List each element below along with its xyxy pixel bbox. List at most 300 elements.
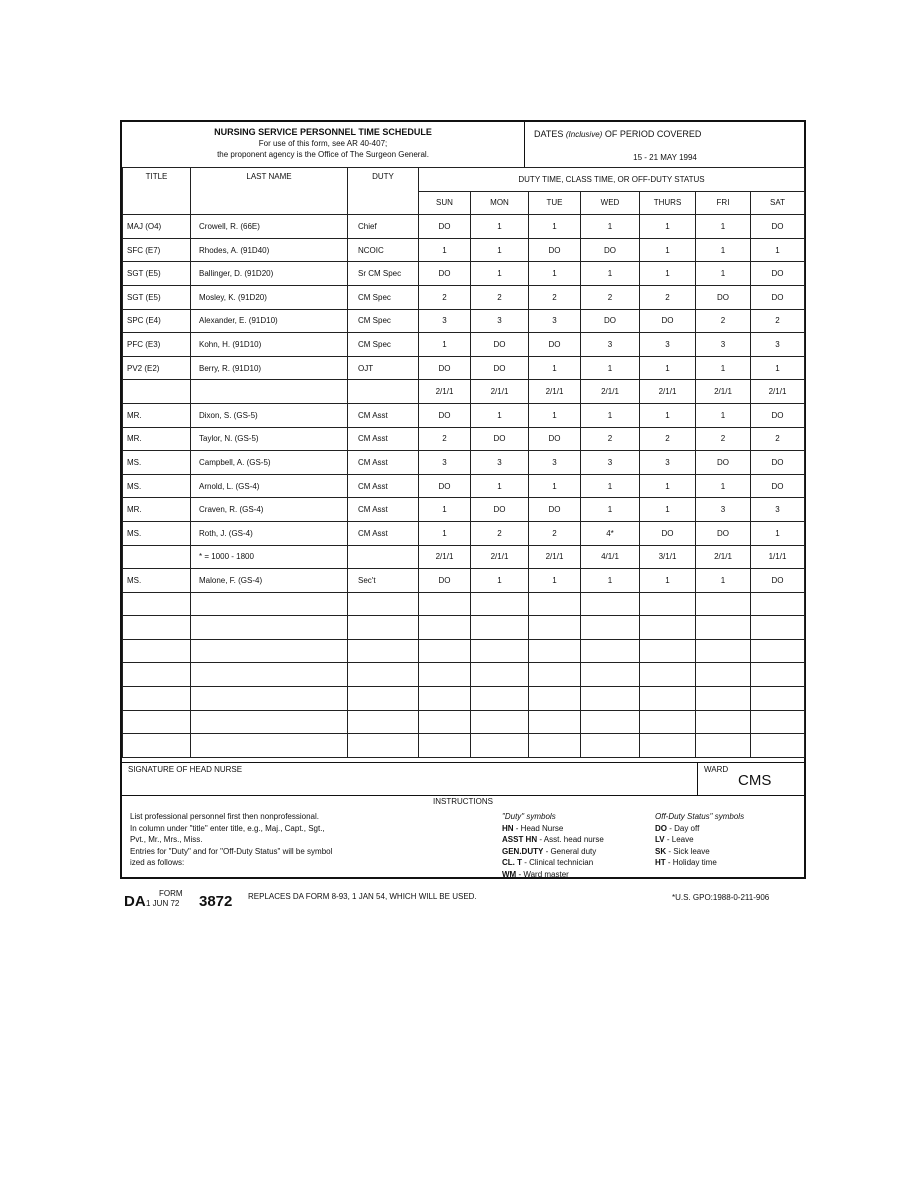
status-cell[interactable]: 2 — [751, 427, 805, 451]
title-cell[interactable] — [123, 710, 191, 734]
schedule-table — [122, 167, 805, 758]
status-cell[interactable] — [581, 734, 640, 758]
duty-symbol-item: HN - Head Nurse — [502, 823, 564, 833]
status-cell[interactable] — [419, 663, 471, 687]
last-name-cell[interactable]: Campbell, A. (GS-5) — [191, 451, 348, 475]
status-cell[interactable]: 1 — [751, 356, 805, 380]
status-cell[interactable]: DO — [696, 451, 751, 475]
status-cell[interactable]: 2 — [529, 521, 581, 545]
last-name-cell[interactable]: Roth, J. (GS-4) — [191, 521, 348, 545]
status-cell[interactable]: 2/1/1 — [471, 545, 529, 569]
duty-cell[interactable]: CM Asst — [348, 521, 419, 545]
last-name-cell[interactable]: Alexander, E. (91D10) — [191, 309, 348, 333]
status-cell[interactable]: 1/1/1 — [751, 545, 805, 569]
duty-cell[interactable] — [348, 639, 419, 663]
status-cell[interactable]: 3 — [640, 333, 696, 357]
title-cell[interactable] — [123, 663, 191, 687]
status-cell[interactable]: 2/1/1 — [751, 380, 805, 404]
title-cell[interactable]: PV2 (E2) — [123, 356, 191, 380]
status-cell[interactable]: DO — [581, 309, 640, 333]
status-cell[interactable] — [581, 616, 640, 640]
status-cell[interactable]: 1 — [529, 262, 581, 286]
time-schedule-form — [120, 120, 806, 879]
col-last-name-header: LAST NAME — [191, 168, 348, 215]
status-cell[interactable]: 1 — [529, 569, 581, 593]
title-cell[interactable] — [123, 592, 191, 616]
duty-cell[interactable] — [348, 687, 419, 711]
status-cell[interactable]: 3/1/1 — [640, 545, 696, 569]
da-label: DA — [124, 893, 146, 910]
status-cell[interactable]: 3 — [419, 309, 471, 333]
status-cell[interactable]: 2 — [419, 285, 471, 309]
gpo-note: *U.S. GPO:1988-0-211-906 — [672, 893, 770, 902]
status-cell[interactable]: 3 — [751, 498, 805, 522]
status-cell[interactable]: 2 — [640, 427, 696, 451]
status-cell[interactable] — [419, 710, 471, 734]
off-symbol-item: SK - Sick leave — [655, 846, 710, 856]
status-cell[interactable] — [696, 592, 751, 616]
last-name-cell[interactable]: Dixon, S. (GS-5) — [191, 403, 348, 427]
form-number: 3872 — [199, 893, 233, 910]
status-cell[interactable] — [581, 592, 640, 616]
duty-symbol-item: CL. T - Clinical technician — [502, 858, 594, 867]
status-cell[interactable]: DO — [640, 521, 696, 545]
status-cell[interactable]: 1 — [696, 215, 751, 239]
symbol-desc: Day off — [674, 823, 700, 833]
status-cell[interactable] — [751, 734, 805, 758]
status-cell[interactable]: 1 — [696, 262, 751, 286]
status-cell[interactable]: DO — [471, 333, 529, 357]
ward-value[interactable]: CMS — [738, 772, 772, 789]
last-name-cell[interactable]: Craven, R. (GS-4) — [191, 498, 348, 522]
status-cell[interactable] — [419, 616, 471, 640]
status-cell[interactable] — [529, 616, 581, 640]
last-name-cell[interactable]: Arnold, L. (GS-4) — [191, 474, 348, 498]
status-cell[interactable]: 1 — [471, 262, 529, 286]
title-cell[interactable]: SPC (E4) — [123, 309, 191, 333]
title-cell[interactable]: MS. — [123, 474, 191, 498]
status-cell[interactable]: 1 — [581, 356, 640, 380]
status-cell[interactable] — [751, 592, 805, 616]
off-symbol-item: LV - Leave — [655, 835, 694, 844]
status-cell[interactable]: DO — [419, 356, 471, 380]
status-cell[interactable]: 3 — [696, 333, 751, 357]
symbol-code: HN — [502, 823, 514, 833]
status-cell[interactable] — [640, 734, 696, 758]
schedule-body — [123, 215, 805, 758]
status-cell[interactable]: DO — [529, 333, 581, 357]
symbol-desc: Leave — [671, 835, 694, 844]
status-cell[interactable]: 1 — [640, 498, 696, 522]
status-cell[interactable]: DO — [751, 215, 805, 239]
title-cell[interactable]: MAJ (O4) — [123, 215, 191, 239]
status-cell[interactable]: 1 — [640, 238, 696, 262]
status-cell[interactable] — [696, 687, 751, 711]
table-row — [123, 215, 805, 239]
table-row — [123, 309, 805, 333]
last-name-cell[interactable] — [191, 639, 348, 663]
status-cell[interactable] — [751, 639, 805, 663]
status-cell[interactable] — [529, 592, 581, 616]
duty-cell[interactable] — [348, 592, 419, 616]
title-cell[interactable]: SFC (E7) — [123, 238, 191, 262]
status-cell[interactable]: 1 — [751, 521, 805, 545]
status-cell[interactable]: DO — [581, 238, 640, 262]
status-cell[interactable]: 1 — [419, 333, 471, 357]
symbol-desc: Holiday time — [672, 858, 717, 867]
duty-cell[interactable]: CM Asst — [348, 498, 419, 522]
form-date: 1 JUN 72 — [146, 899, 180, 908]
duty-cell[interactable]: NCOIC — [348, 238, 419, 262]
status-cell[interactable]: 2 — [581, 427, 640, 451]
form-footer — [124, 889, 784, 913]
status-cell[interactable]: 1 — [696, 403, 751, 427]
status-cell[interactable] — [581, 710, 640, 734]
duty-cell[interactable]: CM Spec — [348, 309, 419, 333]
title-cell[interactable]: MS. — [123, 569, 191, 593]
status-cell[interactable] — [471, 734, 529, 758]
status-cell[interactable]: 3 — [471, 451, 529, 475]
status-cell[interactable]: 1 — [696, 569, 751, 593]
status-cell[interactable] — [581, 687, 640, 711]
duty-cell[interactable] — [348, 616, 419, 640]
last-name-cell[interactable]: Taylor, N. (GS-5) — [191, 427, 348, 451]
last-name-cell[interactable] — [191, 687, 348, 711]
status-cell[interactable]: 1 — [471, 215, 529, 239]
status-cell[interactable]: DO — [529, 238, 581, 262]
status-cell[interactable]: 1 — [529, 356, 581, 380]
status-cell[interactable]: DO — [471, 427, 529, 451]
status-cell[interactable] — [751, 710, 805, 734]
status-cell[interactable]: DO — [471, 356, 529, 380]
status-cell[interactable] — [529, 687, 581, 711]
duty-cell[interactable] — [348, 663, 419, 687]
title-cell[interactable]: MR. — [123, 427, 191, 451]
status-cell[interactable]: DO — [419, 262, 471, 286]
status-cell[interactable]: 1 — [640, 356, 696, 380]
status-cell[interactable] — [471, 639, 529, 663]
title-cell[interactable]: MS. — [123, 521, 191, 545]
status-cell[interactable]: 2 — [419, 427, 471, 451]
dates-label-inclusive: (Inclusive) — [565, 130, 603, 139]
last-name-cell[interactable] — [191, 380, 348, 404]
status-cell[interactable]: 2 — [529, 285, 581, 309]
title-cell[interactable]: SGT (E5) — [123, 285, 191, 309]
instruction-line: ized as follows: — [130, 858, 185, 867]
status-cell[interactable]: 1 — [640, 262, 696, 286]
symbol-desc: Asst. head nurse — [543, 835, 604, 844]
status-cell[interactable]: 3 — [581, 333, 640, 357]
status-cell[interactable] — [696, 710, 751, 734]
title-cell[interactable]: SGT (E5) — [123, 262, 191, 286]
status-cell[interactable] — [640, 592, 696, 616]
instruction-line: In column under "title" enter title, e.g., Maj., Capt., Sgt., — [130, 823, 325, 833]
status-cell[interactable]: 1 — [581, 262, 640, 286]
duty-cell[interactable] — [348, 710, 419, 734]
title-cell[interactable]: MR. — [123, 403, 191, 427]
day-header-sat: SAT — [751, 191, 805, 215]
status-cell[interactable]: 1 — [581, 498, 640, 522]
form-subtitle-1: For use of this form, see AR 40-407; — [258, 139, 388, 148]
instructions-block — [122, 795, 804, 877]
status-cell[interactable] — [581, 663, 640, 687]
table-row — [123, 333, 805, 357]
duty-cell[interactable]: CM Spec — [348, 285, 419, 309]
symbol-desc: General duty — [550, 846, 597, 856]
table-row — [123, 663, 805, 687]
status-cell[interactable] — [751, 616, 805, 640]
status-cell[interactable]: 2/1/1 — [471, 380, 529, 404]
table-row — [123, 616, 805, 640]
status-cell[interactable] — [529, 710, 581, 734]
status-cell[interactable]: 1 — [696, 238, 751, 262]
table-row — [123, 569, 805, 593]
status-cell[interactable] — [419, 734, 471, 758]
duty-cell[interactable]: Sr CM Spec — [348, 262, 419, 286]
symbol-desc: Sick leave — [673, 846, 710, 856]
symbol-code: ASST HN — [502, 835, 538, 844]
status-cell[interactable] — [529, 663, 581, 687]
table-row — [123, 545, 805, 569]
status-cell[interactable] — [471, 663, 529, 687]
status-cell[interactable]: 4* — [581, 521, 640, 545]
status-cell[interactable]: 2/1/1 — [529, 545, 581, 569]
replaces-note: REPLACES DA FORM 8-93, 1 JAN 54, WHICH WILL BE USED. — [248, 892, 477, 901]
status-cell[interactable] — [529, 639, 581, 663]
status-cell[interactable]: 3 — [471, 309, 529, 333]
status-cell[interactable]: 3 — [696, 498, 751, 522]
status-cell[interactable]: DO — [529, 498, 581, 522]
status-cell[interactable]: DO — [696, 285, 751, 309]
last-name-cell[interactable]: Rhodes, A. (91D40) — [191, 238, 348, 262]
status-cell[interactable]: 3 — [581, 451, 640, 475]
last-name-cell[interactable]: Crowell, R. (66E) — [191, 215, 348, 239]
status-cell[interactable] — [471, 710, 529, 734]
title-cell[interactable]: MS. — [123, 451, 191, 475]
status-cell[interactable]: 1 — [529, 215, 581, 239]
status-cell[interactable] — [640, 639, 696, 663]
duty-symbol-item: GEN.DUTY - General duty — [502, 846, 597, 856]
instructions-title: INSTRUCTIONS — [433, 797, 493, 806]
status-cell[interactable]: 2/1/1 — [696, 545, 751, 569]
status-cell[interactable]: 1 — [640, 215, 696, 239]
status-cell[interactable]: 3 — [751, 333, 805, 357]
last-name-cell[interactable] — [191, 616, 348, 640]
form-title-block — [122, 122, 525, 167]
day-header-tue: TUE — [529, 191, 581, 215]
status-cell[interactable]: DO — [751, 403, 805, 427]
table-row — [123, 427, 805, 451]
last-name-cell[interactable]: Ballinger, D. (91D20) — [191, 262, 348, 286]
status-cell[interactable]: 1 — [581, 215, 640, 239]
status-cell[interactable]: DO — [471, 498, 529, 522]
status-cell[interactable]: 2 — [751, 309, 805, 333]
dates-label-c: OF PERIOD COVERED — [604, 129, 702, 139]
duty-cell[interactable] — [348, 380, 419, 404]
table-row — [123, 262, 805, 286]
status-cell[interactable]: 1 — [581, 474, 640, 498]
col-duty-header: DUTY — [348, 168, 419, 215]
status-cell[interactable] — [696, 616, 751, 640]
table-row — [123, 592, 805, 616]
status-cell[interactable]: 2/1/1 — [419, 380, 471, 404]
table-row — [123, 451, 805, 475]
status-cell[interactable] — [419, 592, 471, 616]
status-cell[interactable]: 2 — [581, 285, 640, 309]
status-cell[interactable]: 3 — [529, 451, 581, 475]
status-cell[interactable]: 2 — [696, 427, 751, 451]
title-cell[interactable]: MR. — [123, 498, 191, 522]
status-cell[interactable]: 2 — [471, 521, 529, 545]
title-cell[interactable] — [123, 687, 191, 711]
last-name-cell[interactable] — [191, 734, 348, 758]
status-cell[interactable] — [419, 687, 471, 711]
duty-cell[interactable]: CM Spec — [348, 333, 419, 357]
off-symbol-item: DO - Day off — [655, 823, 700, 833]
day-header-sun: SUN — [419, 191, 471, 215]
status-cell[interactable]: 1 — [640, 569, 696, 593]
symbol-code: DO — [655, 823, 667, 833]
duty-cell[interactable] — [348, 734, 419, 758]
table-row — [123, 734, 805, 758]
off-symbol-item: HT - Holiday time — [655, 858, 717, 867]
status-cell[interactable]: DO — [640, 309, 696, 333]
status-cell[interactable]: DO — [751, 474, 805, 498]
symbol-code: LV — [655, 835, 665, 844]
last-name-cell[interactable] — [191, 663, 348, 687]
status-cell[interactable]: 1 — [471, 238, 529, 262]
status-cell[interactable]: 2 — [696, 309, 751, 333]
last-name-cell[interactable]: Mosley, K. (91D20) — [191, 285, 348, 309]
status-cell[interactable]: 1 — [640, 403, 696, 427]
status-cell[interactable]: DO — [751, 569, 805, 593]
instruction-line: Pvt., Mr., Mrs., Miss. — [130, 835, 203, 844]
duty-cell[interactable]: OJT — [348, 356, 419, 380]
status-cell[interactable]: 2 — [471, 285, 529, 309]
day-header-thurs: THURS — [640, 191, 696, 215]
status-cell[interactable]: 2/1/1 — [529, 380, 581, 404]
status-cell[interactable] — [751, 663, 805, 687]
dates-block — [526, 122, 804, 167]
status-cell[interactable]: 2/1/1 — [581, 380, 640, 404]
status-cell[interactable]: 1 — [696, 474, 751, 498]
status-cell[interactable] — [640, 710, 696, 734]
status-cell[interactable]: 1 — [419, 238, 471, 262]
status-cell[interactable]: 4/1/1 — [581, 545, 640, 569]
status-cell[interactable]: DO — [529, 427, 581, 451]
symbol-desc: Head Nurse — [520, 823, 564, 833]
table-row — [123, 238, 805, 262]
status-cell[interactable]: DO — [419, 474, 471, 498]
status-cell[interactable]: DO — [419, 403, 471, 427]
status-cell[interactable]: 1 — [471, 569, 529, 593]
duty-symbol-item: WM - Ward master — [502, 869, 569, 879]
status-cell[interactable] — [640, 663, 696, 687]
status-cell[interactable] — [751, 687, 805, 711]
status-cell[interactable]: 1 — [419, 521, 471, 545]
symbol-code: WM — [502, 869, 517, 879]
duty-cell[interactable]: CM Asst — [348, 451, 419, 475]
table-row — [123, 498, 805, 522]
status-cell[interactable]: DO — [419, 569, 471, 593]
duty-cell[interactable]: CM Asst — [348, 427, 419, 451]
last-name-cell[interactable] — [191, 710, 348, 734]
last-name-cell[interactable]: Berry, R. (91D10) — [191, 356, 348, 380]
status-cell[interactable] — [419, 639, 471, 663]
status-cell[interactable]: 1 — [581, 403, 640, 427]
title-cell[interactable] — [123, 545, 191, 569]
status-cell[interactable]: 1 — [640, 474, 696, 498]
status-cell[interactable]: 2/1/1 — [696, 380, 751, 404]
title-cell[interactable] — [123, 616, 191, 640]
status-cell[interactable]: DO — [751, 451, 805, 475]
symbol-desc: Ward master — [523, 869, 569, 879]
status-cell[interactable]: DO — [751, 262, 805, 286]
status-cell[interactable] — [471, 687, 529, 711]
status-cell[interactable]: 1 — [529, 474, 581, 498]
status-cell[interactable]: 1 — [696, 356, 751, 380]
last-name-cell[interactable]: Malone, F. (GS-4) — [191, 569, 348, 593]
title-cell[interactable] — [123, 734, 191, 758]
status-cell[interactable] — [696, 663, 751, 687]
instructions-text — [130, 811, 430, 869]
status-cell[interactable]: 2 — [640, 285, 696, 309]
form-title: NURSING SERVICE PERSONNEL TIME SCHEDULE — [214, 127, 432, 137]
title-cell[interactable] — [123, 380, 191, 404]
duty-cell[interactable]: Sec't — [348, 569, 419, 593]
duty-cell[interactable] — [348, 545, 419, 569]
status-cell[interactable]: 1 — [419, 498, 471, 522]
last-name-cell[interactable] — [191, 592, 348, 616]
status-cell[interactable]: DO — [419, 215, 471, 239]
status-cell[interactable] — [529, 734, 581, 758]
status-cell[interactable]: DO — [751, 285, 805, 309]
form-subtitle-2: the proponent agency is the Office of The Surgeon General. — [217, 150, 429, 159]
signature-row — [122, 762, 804, 796]
duty-cell[interactable]: Chief — [348, 215, 419, 239]
duty-cell[interactable]: CM Asst — [348, 474, 419, 498]
table-row — [123, 356, 805, 380]
status-cell[interactable] — [581, 639, 640, 663]
status-cell[interactable]: 3 — [419, 451, 471, 475]
status-cell[interactable]: 1 — [471, 474, 529, 498]
title-cell[interactable] — [123, 639, 191, 663]
status-cell[interactable]: 2/1/1 — [419, 545, 471, 569]
status-cell[interactable]: 1 — [471, 403, 529, 427]
status-cell[interactable]: 3 — [640, 451, 696, 475]
last-name-cell[interactable]: * = 1000 - 1800 — [191, 545, 348, 569]
last-name-cell[interactable]: Kohn, H. (91D10) — [191, 333, 348, 357]
status-cell[interactable]: 1 — [529, 403, 581, 427]
ward-label: WARD — [704, 765, 729, 774]
status-cell[interactable] — [696, 639, 751, 663]
status-cell[interactable] — [471, 616, 529, 640]
status-cell[interactable]: 3 — [529, 309, 581, 333]
duty-cell[interactable]: CM Asst — [348, 403, 419, 427]
title-cell[interactable]: PFC (E3) — [123, 333, 191, 357]
status-cell[interactable]: 1 — [581, 569, 640, 593]
status-cell[interactable]: 1 — [751, 238, 805, 262]
dates-value[interactable]: 15 - 21 MAY 1994 — [633, 153, 697, 162]
status-cell[interactable] — [640, 616, 696, 640]
status-cell[interactable] — [640, 687, 696, 711]
table-row — [123, 403, 805, 427]
status-cell[interactable] — [696, 734, 751, 758]
status-cell[interactable]: DO — [696, 521, 751, 545]
status-cell[interactable] — [471, 592, 529, 616]
day-header-fri: FRI — [696, 191, 751, 215]
status-cell[interactable]: 2/1/1 — [640, 380, 696, 404]
